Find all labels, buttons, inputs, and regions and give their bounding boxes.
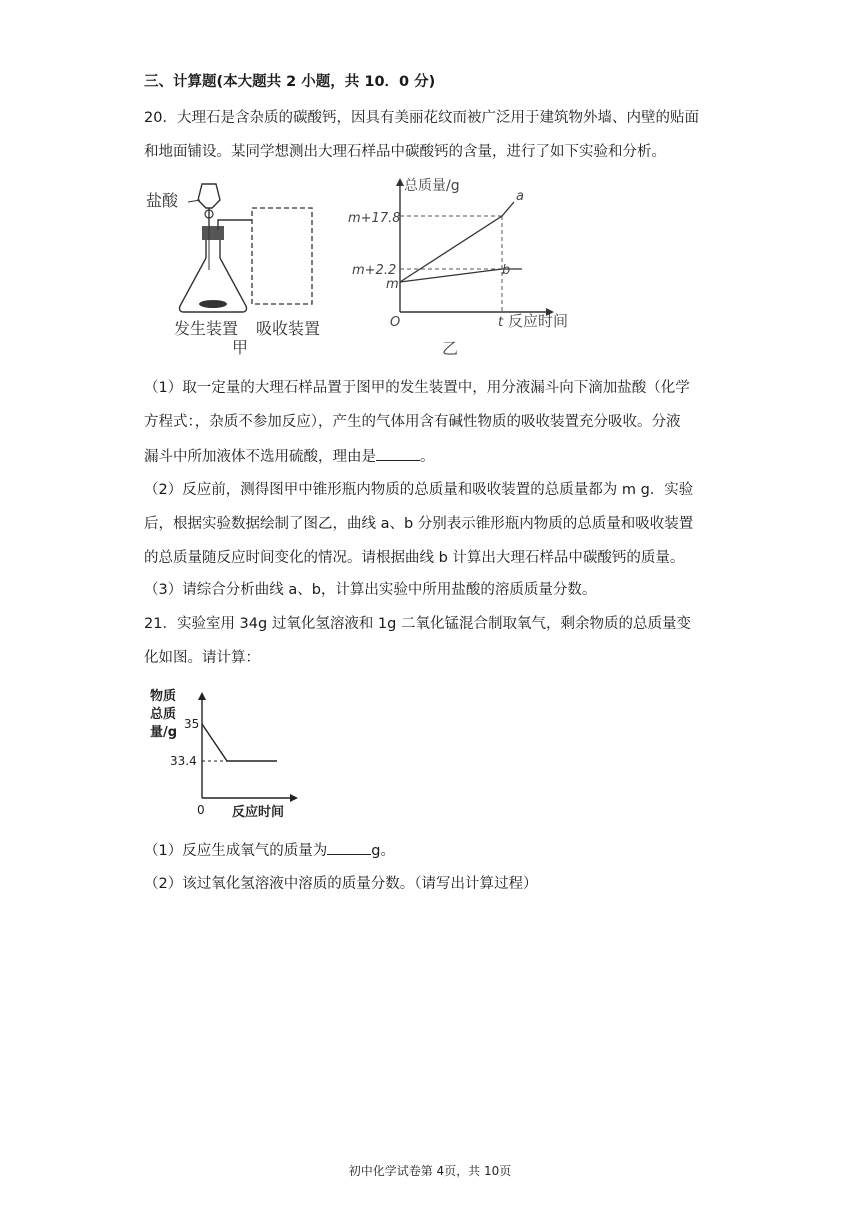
stopper-icon <box>202 226 224 240</box>
q21-text-line1: 21．实验室用 34g 过氧化氢溶液和 1g 二氧化锰混合制取氧气，剩余物质的总质量变 <box>144 616 691 632</box>
q20-part1-line3 <box>144 446 435 467</box>
curve-b-label: b <box>502 263 511 278</box>
tick-m: m <box>386 277 399 292</box>
q21-ytick-35: 35 <box>184 717 200 731</box>
figure-jia-caption: 甲 <box>232 338 249 357</box>
q20-part1-line3-text: 漏斗中所加液体不选用硫酸，理由是 <box>144 449 376 465</box>
q21-series-line <box>202 724 277 761</box>
q21-ytick-334: 33.4 <box>170 754 197 768</box>
absorber-label: 吸收装置 <box>256 319 321 338</box>
q21-part1-unit: g。 <box>371 843 395 859</box>
page-footer: 初中化学试卷第 4页，共 10页 <box>348 1164 512 1178</box>
q21-text-line2: 化如图。请计算： <box>144 650 260 666</box>
q21-part1 <box>144 840 395 861</box>
q20-part1-line3-end: 。 <box>420 449 435 465</box>
tick-m178: m+17.8 <box>348 211 401 226</box>
acid-label: 盐酸 <box>146 191 179 210</box>
q21-origin: 0 <box>197 803 205 817</box>
q21-xlabel: 反应时间 <box>232 805 285 820</box>
q21-chart <box>144 684 304 820</box>
figure-yi-caption: 乙 <box>442 339 459 358</box>
q21-part2: （2）该过氧化氢溶液中溶质的质量分数。（请写出计算过程） <box>144 876 538 892</box>
q21-part1-text: （1）反应生成氧气的质量为 <box>144 843 328 859</box>
origin-label: O <box>390 315 401 330</box>
answer-blank-oxygen <box>327 840 371 855</box>
q20-text-line1: 20．大理石是含杂质的碳酸钙，因具有美丽花纹而被广泛用于建筑物外墙、内壁的贴面 <box>144 110 699 126</box>
q20-part1-line2: 方程式：，杂质不参加反应），产生的气体用含有碱性物质的吸收装置充分吸收。分液 <box>144 414 681 430</box>
q20-text-line2: 和地面铺设。某同学想测出大理石样品中碳酸钙的含量，进行了如下实验和分析。 <box>144 144 666 160</box>
q20-part2-line3: 的总质量随反应时间变化的情况。请根据曲线 b 计算出大理石样品中碳酸钙的质量。 <box>144 550 685 566</box>
q20-part2-line2: 后，根据实验数据绘制了图乙，曲线 a、b 分别表示锥形瓶内物质的总质量和吸收装置 <box>144 516 694 532</box>
graph-yi-svg <box>348 172 569 362</box>
q21-chart-svg <box>144 684 304 820</box>
q20-part3-line1: （3）请综合分析曲线 a、b，计算出实验中所用盐酸的溶质质量分数。 <box>144 582 597 598</box>
q21-ylabel-1: 物质 <box>150 689 177 704</box>
q21-ylabel-3: 量/g <box>150 725 178 740</box>
q21-ylabel-2: 总质 <box>150 707 177 722</box>
q20-part1-line1: （1）取一定量的大理石样品置于图甲的发生装置中，用分液漏斗向下滴加盐酸（化学 <box>144 380 690 396</box>
q20-part2-line1: （2）反应前，测得图甲中锥形瓶内物质的总质量和吸收装置的总质量都为 m g．实验 <box>144 482 694 498</box>
x-axis-label: 反应时间 <box>508 312 569 330</box>
section-heading: 三、计算题(本大题共 2 小题，共 10．0 分) <box>144 74 436 90</box>
curve-a-label: a <box>516 189 524 204</box>
apparatus-drawing <box>144 178 344 358</box>
dropping-funnel-icon <box>198 184 220 208</box>
answer-blank <box>376 446 420 461</box>
figure-jia-apparatus <box>144 178 344 358</box>
y-axis-label: 总质量/g <box>404 178 460 194</box>
absorber-box <box>252 208 312 304</box>
t-label: t <box>498 315 504 330</box>
generator-label: 发生装置 <box>174 319 239 338</box>
figure-yi-graph <box>348 172 569 362</box>
tick-m22: m+2.2 <box>352 263 397 278</box>
